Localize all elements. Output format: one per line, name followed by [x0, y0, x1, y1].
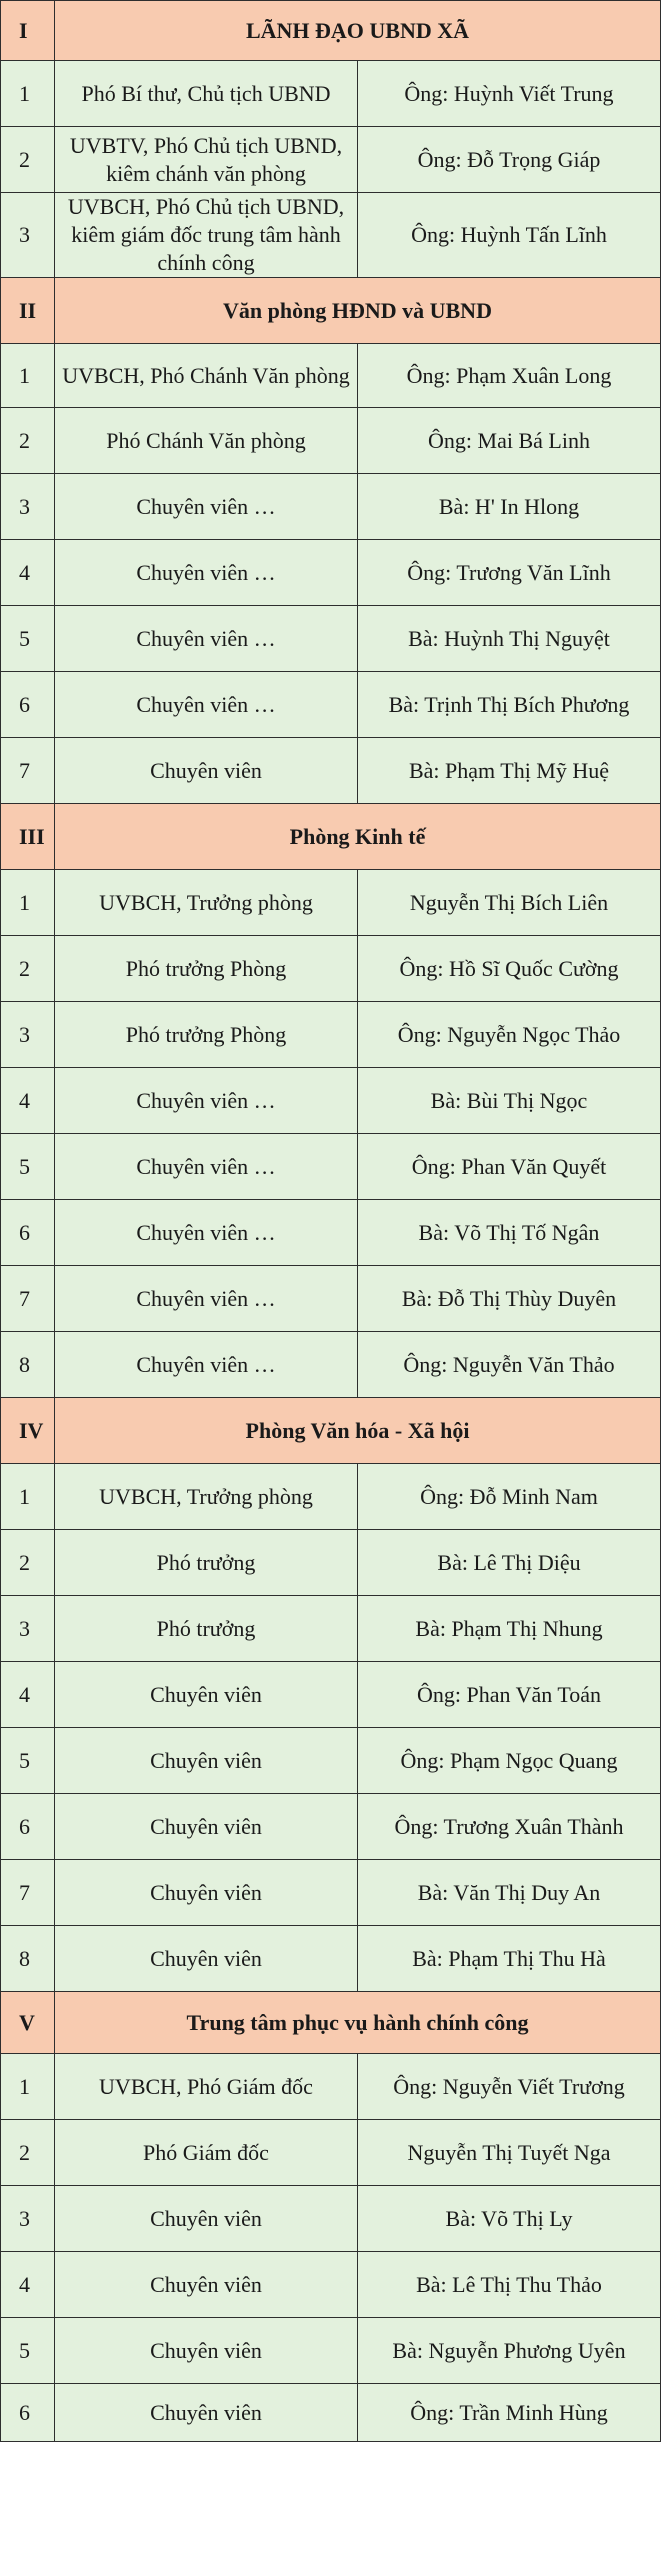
person-name-cell: Bà: Phạm Thị Nhung	[358, 1596, 661, 1662]
position-cell: Chuyên viên …	[55, 1200, 358, 1266]
position-cell: Chuyên viên	[55, 1860, 358, 1926]
person-name-cell: Ông: Mai Bá Linh	[358, 408, 661, 474]
table-row	[1, 870, 661, 936]
person-name-cell: Ông: Đỗ Trọng Giáp	[358, 127, 661, 193]
table-row	[1, 1794, 661, 1860]
row-number: 2	[1, 936, 55, 1002]
position-cell: Chuyên viên …	[55, 1332, 358, 1398]
person-name-cell: Bà: Lê Thị Diệu	[358, 1530, 661, 1596]
table-row	[1, 1596, 661, 1662]
table-row	[1, 2252, 661, 2318]
row-number: 8	[1, 1332, 55, 1398]
position-cell: Chuyên viên …	[55, 606, 358, 672]
row-number: 6	[1, 1794, 55, 1860]
row-number: 1	[1, 2054, 55, 2120]
row-number: 2	[1, 2120, 55, 2186]
position-cell: Phó Giám đốc	[55, 2120, 358, 2186]
person-name-cell: Nguyễn Thị Bích Liên	[358, 870, 661, 936]
person-name-cell: Ông: Nguyễn Viết Trương	[358, 2054, 661, 2120]
table-row	[1, 672, 661, 738]
table-row	[1, 2318, 661, 2384]
table-row	[1, 2186, 661, 2252]
table-row	[1, 1728, 661, 1794]
person-name-cell: Ông: Phan Văn Toán	[358, 1662, 661, 1728]
row-number: 3	[1, 193, 55, 278]
table-row	[1, 606, 661, 672]
position-cell: UVBCH, Phó Chánh Văn phòng	[55, 344, 358, 408]
position-cell: Chuyên viên	[55, 2186, 358, 2252]
position-cell: UVBCH, Trưởng phòng	[55, 870, 358, 936]
row-number: 5	[1, 1134, 55, 1200]
table-row	[1, 2120, 661, 2186]
person-name-cell: Ông: Huỳnh Viết Trung	[358, 61, 661, 127]
section-number: I	[1, 1, 55, 61]
row-number: 1	[1, 1464, 55, 1530]
table-row	[1, 1860, 661, 1926]
section-title: Văn phòng HĐND và UBND	[55, 278, 661, 344]
table-row	[1, 2054, 661, 2120]
row-number: 6	[1, 1200, 55, 1266]
row-number: 2	[1, 408, 55, 474]
position-cell: Chuyên viên …	[55, 540, 358, 606]
position-cell: Phó Bí thư, Chủ tịch UBND	[55, 61, 358, 127]
table-row	[1, 1530, 661, 1596]
position-cell: Chuyên viên	[55, 1728, 358, 1794]
row-number: 1	[1, 61, 55, 127]
position-cell: UVBCH, Phó Giám đốc	[55, 2054, 358, 2120]
table-row	[1, 1332, 661, 1398]
row-number: 4	[1, 1662, 55, 1728]
section-title: Trung tâm phục vụ hành chính công	[55, 1992, 661, 2054]
position-cell: Chuyên viên …	[55, 672, 358, 738]
table-row	[1, 1200, 661, 1266]
row-number: 2	[1, 1530, 55, 1596]
row-number: 3	[1, 1596, 55, 1662]
position-cell: Chuyên viên …	[55, 1134, 358, 1200]
person-name-cell: Ông: Nguyễn Ngọc Thảo	[358, 1002, 661, 1068]
section-header-row	[1, 1, 661, 61]
position-cell: UVBCH, Phó Chủ tịch UBND, kiêm giám đốc trung tâm hành chính công	[55, 193, 358, 278]
position-cell: Phó trưởng	[55, 1530, 358, 1596]
position-cell: UVBCH, Trưởng phòng	[55, 1464, 358, 1530]
position-cell: Chuyên viên	[55, 1926, 358, 1992]
person-name-cell: Nguyễn Thị Tuyết Nga	[358, 2120, 661, 2186]
section-number: V	[1, 1992, 55, 2054]
person-name-cell: Bà: Trịnh Thị Bích Phương	[358, 672, 661, 738]
table-row	[1, 127, 661, 193]
position-cell: UVBTV, Phó Chủ tịch UBND, kiêm chánh văn phòng	[55, 127, 358, 193]
person-name-cell: Bà: Văn Thị Duy An	[358, 1860, 661, 1926]
person-name-cell: Ông: Phạm Ngọc Quang	[358, 1728, 661, 1794]
person-name-cell: Ông: Nguyễn Văn Thảo	[358, 1332, 661, 1398]
row-number: 1	[1, 344, 55, 408]
table-row	[1, 540, 661, 606]
row-number: 7	[1, 738, 55, 804]
position-cell: Chuyên viên	[55, 2318, 358, 2384]
row-number: 3	[1, 474, 55, 540]
row-number: 5	[1, 1728, 55, 1794]
table-row	[1, 193, 661, 278]
table-row	[1, 1464, 661, 1530]
person-name-cell: Ông: Trần Minh Hùng	[358, 2384, 661, 2442]
person-name-cell: Bà: Nguyễn Phương Uyên	[358, 2318, 661, 2384]
person-name-cell: Bà: Phạm Thị Mỹ Huệ	[358, 738, 661, 804]
table-row	[1, 1926, 661, 1992]
person-name-cell: Bà: Bùi Thị Ngọc	[358, 1068, 661, 1134]
table-row	[1, 408, 661, 474]
row-number: 3	[1, 1002, 55, 1068]
row-number: 8	[1, 1926, 55, 1992]
position-cell: Phó Chánh Văn phòng	[55, 408, 358, 474]
table-row	[1, 474, 661, 540]
table-row	[1, 344, 661, 408]
section-title: LÃNH ĐẠO UBND XÃ	[55, 1, 661, 61]
person-name-cell: Bà: Huỳnh Thị Nguyệt	[358, 606, 661, 672]
table-row	[1, 1068, 661, 1134]
row-number: 5	[1, 2318, 55, 2384]
person-name-cell: Bà: Võ Thị Tố Ngân	[358, 1200, 661, 1266]
person-name-cell: Ông: Huỳnh Tấn Lĩnh	[358, 193, 661, 278]
person-name-cell: Ông: Phạm Xuân Long	[358, 344, 661, 408]
row-number: 1	[1, 870, 55, 936]
row-number: 5	[1, 606, 55, 672]
section-header-row	[1, 804, 661, 870]
section-title: Phòng Văn hóa - Xã hội	[55, 1398, 661, 1464]
position-cell: Phó trưởng	[55, 1596, 358, 1662]
position-cell: Chuyên viên	[55, 738, 358, 804]
table-row	[1, 738, 661, 804]
position-cell: Chuyên viên	[55, 2384, 358, 2442]
position-cell: Chuyên viên	[55, 2252, 358, 2318]
position-cell: Chuyên viên …	[55, 1068, 358, 1134]
section-number: III	[1, 804, 55, 870]
row-number: 4	[1, 2252, 55, 2318]
position-cell: Phó trưởng Phòng	[55, 1002, 358, 1068]
position-cell: Chuyên viên	[55, 1662, 358, 1728]
section-number: IV	[1, 1398, 55, 1464]
staff-table-body	[1, 1, 661, 2442]
position-cell: Phó trưởng Phòng	[55, 936, 358, 1002]
row-number: 4	[1, 1068, 55, 1134]
position-cell: Chuyên viên …	[55, 1266, 358, 1332]
row-number: 6	[1, 672, 55, 738]
person-name-cell: Bà: Đỗ Thị Thùy Duyên	[358, 1266, 661, 1332]
table-row	[1, 61, 661, 127]
section-header-row	[1, 1992, 661, 2054]
person-name-cell: Bà: H' In Hlong	[358, 474, 661, 540]
person-name-cell: Ông: Trương Xuân Thành	[358, 1794, 661, 1860]
table-row	[1, 1134, 661, 1200]
person-name-cell: Ông: Phan Văn Quyết	[358, 1134, 661, 1200]
table-row	[1, 936, 661, 1002]
table-row	[1, 1266, 661, 1332]
table-row	[1, 2384, 661, 2442]
section-header-row	[1, 1398, 661, 1464]
person-name-cell: Ông: Trương Văn Lĩnh	[358, 540, 661, 606]
table-row	[1, 1662, 661, 1728]
section-number: II	[1, 278, 55, 344]
position-cell: Chuyên viên	[55, 1794, 358, 1860]
table-row	[1, 1002, 661, 1068]
person-name-cell: Bà: Lê Thị Thu Thảo	[358, 2252, 661, 2318]
row-number: 3	[1, 2186, 55, 2252]
person-name-cell: Ông: Đỗ Minh Nam	[358, 1464, 661, 1530]
row-number: 6	[1, 2384, 55, 2442]
person-name-cell: Bà: Võ Thị Ly	[358, 2186, 661, 2252]
section-header-row	[1, 278, 661, 344]
row-number: 7	[1, 1860, 55, 1926]
row-number: 2	[1, 127, 55, 193]
person-name-cell: Ông: Hồ Sĩ Quốc Cường	[358, 936, 661, 1002]
person-name-cell: Bà: Phạm Thị Thu Hà	[358, 1926, 661, 1992]
row-number: 4	[1, 540, 55, 606]
row-number: 7	[1, 1266, 55, 1332]
section-title: Phòng Kinh tế	[55, 804, 661, 870]
position-cell: Chuyên viên …	[55, 474, 358, 540]
